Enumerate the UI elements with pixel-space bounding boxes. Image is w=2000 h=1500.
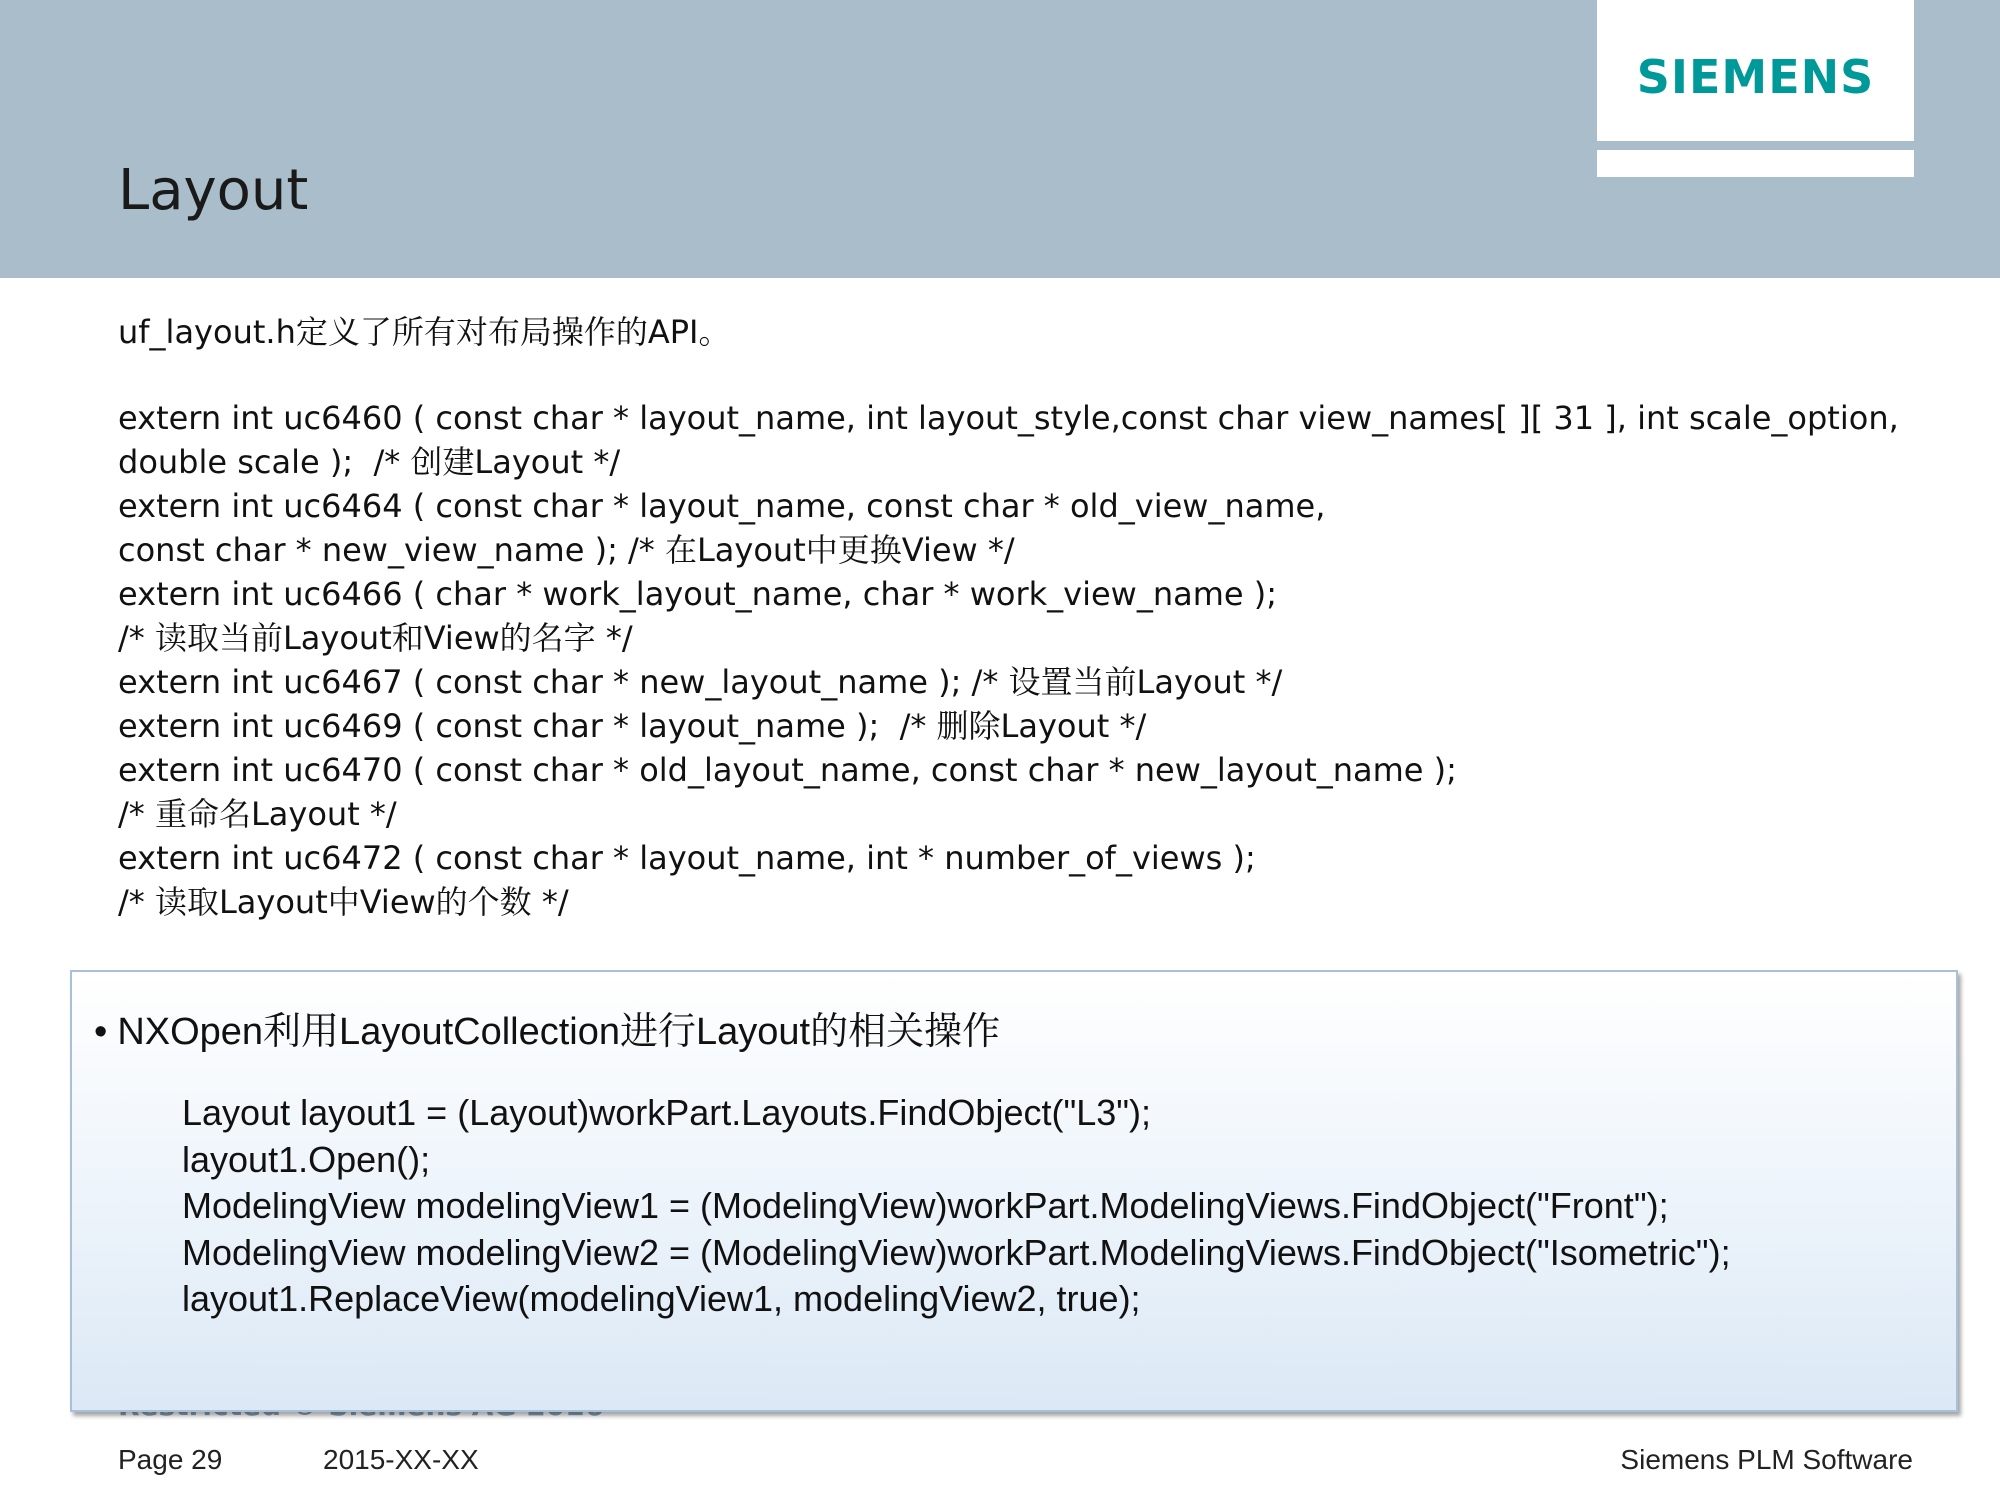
code-line: /* 读取当前Layout和View的名字 */ (118, 619, 633, 657)
code-line: extern int uc6460 ( const char * layout_name, int layout_style,const char view_names[ ][ 31 ], int scale_option, (118, 399, 1899, 437)
code-line: const char * new_view_name ); /* 在Layout中更换View */ (118, 531, 1015, 569)
footer-company: Siemens PLM Software (1620, 1444, 1913, 1475)
footer-date: 2015-XX-XX (323, 1444, 479, 1475)
callout-code-line: layout1.Open(); (182, 1138, 431, 1180)
code-line: extern int uc6472 ( const char * layout_name, int * number_of_views ); (118, 839, 1256, 877)
code-line: extern int uc6466 ( char * work_layout_name, char * work_view_name ); (118, 575, 1278, 613)
code-line: double scale ); /* 创建Layout */ (118, 443, 621, 481)
siemens-logo (1597, 0, 1914, 141)
code-line: extern int uc6464 ( const char * layout_name, const char * old_view_name, (118, 487, 1326, 525)
logo-accent-strip (1597, 150, 1914, 177)
bullet-icon: • (94, 1011, 108, 1053)
callout-code-block (182, 1090, 1731, 1323)
nxopen-callout-box (70, 970, 1958, 1412)
callout-heading (94, 1000, 1000, 1055)
intro-text: uf_layout.h定义了所有对布局操作的API。 (118, 313, 731, 351)
callout-code-line: Layout layout1 = (Layout)workPart.Layouts.FindObject("L3"); (182, 1092, 1152, 1133)
page-number: Page 29 (118, 1444, 223, 1475)
code-line: /* 重命名Layout */ (118, 795, 397, 833)
logo-text: SIEMENS (1636, 49, 1875, 104)
callout-code-line: ModelingView modelingView1 = (ModelingView)workPart.ModelingViews.FindObject("Front"); (182, 1185, 1669, 1226)
code-line: extern int uc6469 ( const char * layout_name ); /* 删除Layout */ (118, 707, 1147, 745)
code-line: extern int uc6467 ( const char * new_layout_name ); /* 设置当前Layout */ (118, 663, 1283, 701)
code-line: extern int uc6470 ( const char * old_layout_name, const char * new_layout_name ); (118, 751, 1457, 789)
slide-title: Layout (118, 158, 309, 223)
code-line: /* 读取Layout中View的个数 */ (118, 883, 569, 921)
callout-heading-text: NXOpen利用LayoutCollection进行Layout的相关操作 (117, 1011, 1001, 1053)
api-code-block (118, 396, 1899, 924)
callout-code-line: layout1.ReplaceView(modelingView1, modelingView2, true); (182, 1278, 1141, 1319)
callout-code-line: ModelingView modelingView2 = (ModelingView)workPart.ModelingViews.FindObject("Isometric"); (182, 1231, 1731, 1273)
